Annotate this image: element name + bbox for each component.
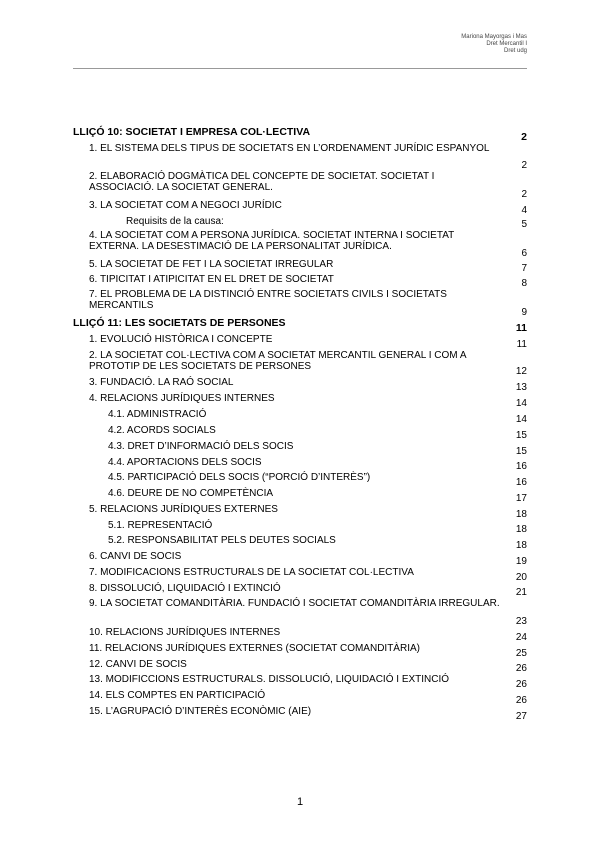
toc-entry-title: 9. LA SOCIETAT COMANDITÀRIA. FUNDACIÓ I SOCIETAT COMANDITÀRIA IRREGULAR. [89,598,500,609]
toc-entry [73,143,527,171]
toc-entry-page: 21 [515,587,527,598]
toc-entry [73,200,527,216]
toc-entry-title: 5. LA SOCIETAT DE FET I LA SOCIETAT IRREGULAR [89,259,334,270]
toc-entry-title: Requisits de la causa: [126,216,224,227]
toc-entry [73,535,527,551]
toc-entry-page: 26 [515,695,527,706]
toc-entry [73,551,527,567]
toc-entry-page: 15 [515,430,527,441]
toc-entry [73,409,527,425]
toc-entry-page: 7 [521,263,527,274]
toc-entry [73,259,527,274]
toc-entry-title: 5.1. REPRESENTACIÓ [108,520,213,531]
toc-entry-page: 12 [515,366,527,377]
header-divider [73,68,527,69]
toc-entry-title: 7. EL PROBLEMA DE LA DISTINCIÓ ENTRE SOCIETATS CIVILS I SOCIETATS MERCANTILS [89,289,447,311]
toc-entry-page: 18 [515,540,527,551]
toc-entry-page: 11 [515,322,527,334]
toc-entry-page: 2 [521,189,527,200]
toc-entry [73,274,527,289]
toc-entry-title: 4.6. DEURE DE NO COMPETÈNCIA [108,488,274,499]
toc-entry-page: 15 [515,446,527,457]
toc-entry-page: 26 [515,679,527,690]
toc-entry-title: 12. CANVI DE SOCIS [89,659,187,670]
toc-entry [73,334,527,350]
toc-entry-title: 1. EL SISTEMA DELS TIPUS DE SOCIETATS EN L’ORDENAMENT JURÍDIC ESPANYOL [89,143,490,154]
toc-entry [73,472,527,488]
toc-entry [73,659,527,674]
toc-entry-page: 26 [515,663,527,674]
toc-entry [73,393,527,409]
toc-entry-page: 13 [515,382,527,393]
toc-entry-page: 14 [515,414,527,425]
toc-entry-title: 6. CANVI DE SOCIS [89,551,182,562]
header-subject: Dret Mercantil I [486,41,527,47]
toc-entry-page: 8 [521,278,527,289]
toc-entry-title: LLIÇÓ 10: SOCIETAT I EMPRESA COL·LECTIVA [73,126,311,138]
toc-entry-title: 3. LA SOCIETAT COM A NEGOCI JURÍDIC [89,200,282,211]
toc-entry-page: 18 [515,524,527,535]
toc-entry-title: 5. RELACIONS JURÍDIQUES EXTERNES [89,504,278,515]
toc-entry [73,216,527,230]
toc-entry-title: 11. RELACIONS JURÍDIQUES EXTERNES (SOCIETAT COMANDITÀRIA) [89,643,420,654]
toc-entry-title: LLIÇÓ 11: LES SOCIETATS DE PERSONES [73,317,286,329]
toc-entry-page: 14 [515,398,527,409]
toc-entry [73,627,527,643]
toc-entry-page: 2 [521,160,527,171]
toc-entry-title: 4.2. ACORDS SOCIALS [108,425,216,436]
toc-entry [73,690,527,706]
toc-entry-page: 24 [515,632,527,643]
toc-entry [73,643,527,659]
toc-entry-title: 5.2. RESPONSABILITAT PELS DEUTES SOCIALS [108,535,336,546]
toc-entry-title: 4.4. APORTACIONS DELS SOCIS [108,457,262,468]
toc-entry [73,583,527,598]
toc-entry [73,674,527,690]
toc-entry [73,457,527,472]
toc-entry-title: 2. ELABORACIÓ DOGMÀTICA DEL CONCEPTE DE SOCIETAT. SOCIETAT I ASSOCIACIÓ. LA SOCIETAT GENERAL. [89,171,435,193]
toc-entry [73,706,527,722]
toc-entry [73,377,527,393]
toc-chapter [73,318,527,334]
toc-entry-title: 3. FUNDACIÓ. LA RAÓ SOCIAL [89,377,234,388]
toc-entry-page: 11 [516,339,527,350]
toc-entry-page: 17 [515,493,527,504]
toc-entry-title: 6. TIPICITAT I ATIPICITAT EN EL DRET DE SOCIETAT [89,274,334,285]
toc-entry-title: 2. LA SOCIETAT COL·LECTIVA COM A SOCIETAT MERCANTIL GENERAL I COM A PROTOTIP DE LES SOCIETATS DE PERSONES [89,350,466,372]
toc-entry-title: 14. ELS COMPTES EN PARTICIPACIÓ [89,690,266,701]
toc-entry-title: 8. DISSOLUCIÓ, LIQUIDACIÓ I EXTINCIÓ [89,583,281,594]
page-header [461,34,527,55]
toc-entry-title: 4. RELACIONS JURÍDIQUES INTERNES [89,393,275,404]
toc-entry-page: 4 [521,205,527,216]
toc-entry-page: 27 [515,711,527,722]
toc-entry [73,230,527,259]
toc-entry-page: 6 [521,248,527,259]
toc-entry [73,598,527,627]
toc-entry-title: 1. EVOLUCIÓ HISTÒRICA I CONCEPTE [89,334,273,345]
page-number: 1 [296,796,304,808]
toc-entry [73,350,527,377]
toc-entry-title: 4.5. PARTICIPACIÓ DELS SOCIS (“PORCIÓ D’INTERÈS”) [108,472,371,483]
header-author: Mariona Mayorgas i Mas [461,34,527,40]
toc-entry [73,425,527,441]
toc-entry [73,567,527,583]
toc-entry-page: 25 [515,648,527,659]
toc-entry [73,488,527,504]
toc-entry-page: 19 [515,556,527,567]
toc-entry [73,171,527,200]
toc-entry-page: 20 [515,572,527,583]
toc-entry [73,520,527,535]
toc-entry [73,441,527,457]
table-of-contents [73,127,527,722]
toc-entry [73,504,527,520]
toc-chapter [73,127,527,143]
toc-entry-page: 2 [521,131,527,143]
toc-entry-page: 9 [521,307,527,318]
header-school: Dret udg [503,48,527,54]
toc-entry-title: 10. RELACIONS JURÍDIQUES INTERNES [89,627,281,638]
toc-entry-page: 16 [515,477,527,488]
toc-entry-page: 23 [515,616,527,627]
toc-entry-page: 5 [521,219,527,230]
toc-entry-title: 13. MODIFICCIONS ESTRUCTURALS. DISSOLUCIÓ, LIQUIDACIÓ I EXTINCIÓ [89,674,450,685]
toc-entry-title: 7. MODIFICACIONS ESTRUCTURALS DE LA SOCIETAT COL·LECTIVA [89,567,414,578]
toc-entry-title: 4.3. DRET D’INFORMACIÓ DELS SOCIS [108,441,294,452]
toc-entry-title: 4. LA SOCIETAT COM A PERSONA JURÍDICA. SOCIETAT INTERNA I SOCIETAT EXTERNA. LA DESESTIMACIÓ DE LA PERSONALITAT JURÍDICA. [89,230,455,252]
toc-entry-page: 16 [515,461,527,472]
toc-entry-page: 18 [515,509,527,520]
toc-entry-title: 15. L’AGRUPACIÓ D’INTERÈS ECONÒMIC (AIE) [89,706,312,717]
toc-entry-title: 4.1. ADMINISTRACIÓ [108,409,207,420]
toc-entry [73,289,527,318]
